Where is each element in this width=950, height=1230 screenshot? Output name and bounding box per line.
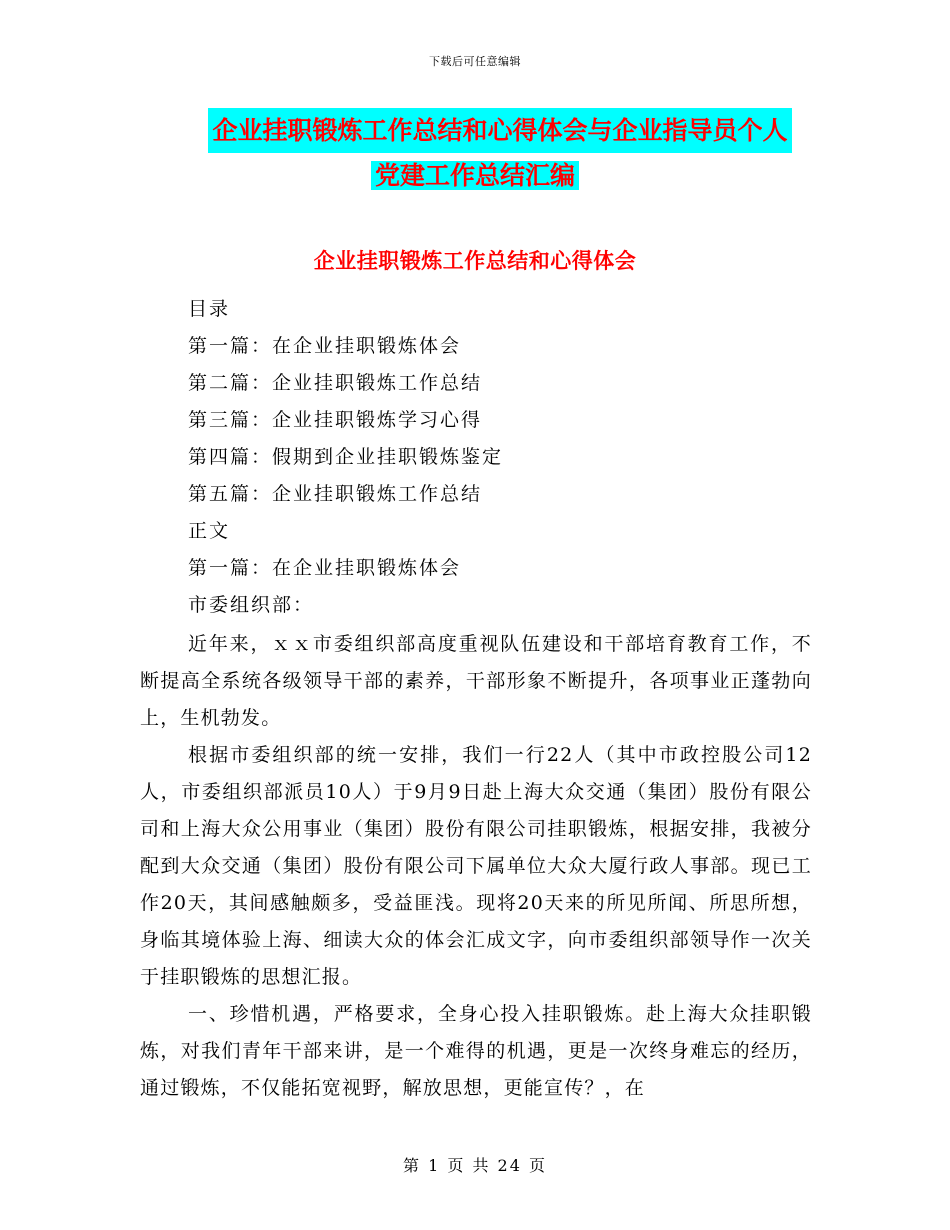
page-header: 下载后可任意编辑 <box>429 55 521 68</box>
paragraph: 根据市委组织部的统一安排，我们一行22人（其中市政控股公司12人，市委组织部派员10人）于9月9日赴上海大众交通（集团）股份有限公司和上海大众公用事业（集团）股份有限公司挂职锻炼，根据安排，我被分配到大众交通（集团）股份有限公司下属单位大众大厦行政人事部。现已工作20天，其间感触颇多，受益匪浅。现将20天来的所见所闻、所思所想，身临其境体验上海、细读大众的体会汇成文字，向市委组织部领导作一次关于挂职锻炼的思想汇报。 <box>140 744 812 988</box>
toc-item: 第一篇：在企业挂职锻炼体会 <box>188 335 462 357</box>
body-heading: 正文 <box>188 520 231 542</box>
page-number: 第 1 页 共 24 页 <box>403 1156 547 1175</box>
toc-heading: 目录 <box>188 298 231 320</box>
salutation: 市委组织部： <box>188 594 315 616</box>
toc-item: 第二篇：企业挂职锻炼工作总结 <box>188 372 483 394</box>
document-title-line-2: 党建工作总结汇编 <box>371 161 579 190</box>
paragraph: 一、珍惜机遇，严格要求，全身心投入挂职锻炼。赴上海大众挂职锻炼，对我们青年干部来讲，是一个难得的机遇，更是一次终身难忘的经历，通过锻炼，不仅能拓宽视野，解放思想，更能宣传？，在 <box>140 1003 812 1099</box>
document-title-line-1: 企业挂职锻炼工作总结和心得体会与企业指导员个人 <box>208 108 791 153</box>
section-title: 企业挂职锻炼工作总结和心得体会 <box>313 248 637 273</box>
document-title <box>140 108 810 198</box>
body-text <box>140 626 812 1107</box>
toc-item: 第五篇：企业挂职锻炼工作总结 <box>188 483 483 505</box>
chapter-heading: 第一篇：在企业挂职锻炼体会 <box>188 557 462 579</box>
table-of-contents <box>188 291 503 624</box>
toc-item: 第四篇：假期到企业挂职锻炼鉴定 <box>188 446 504 468</box>
paragraph: 近年来，ｘｘ市委组织部高度重视队伍建设和干部培育教育工作，不断提高全系统各级领导干部的素养，干部形象不断提升，各项事业正蓬勃向上，生机勃发。 <box>140 633 812 729</box>
toc-item: 第三篇：企业挂职锻炼学习心得 <box>188 409 483 431</box>
